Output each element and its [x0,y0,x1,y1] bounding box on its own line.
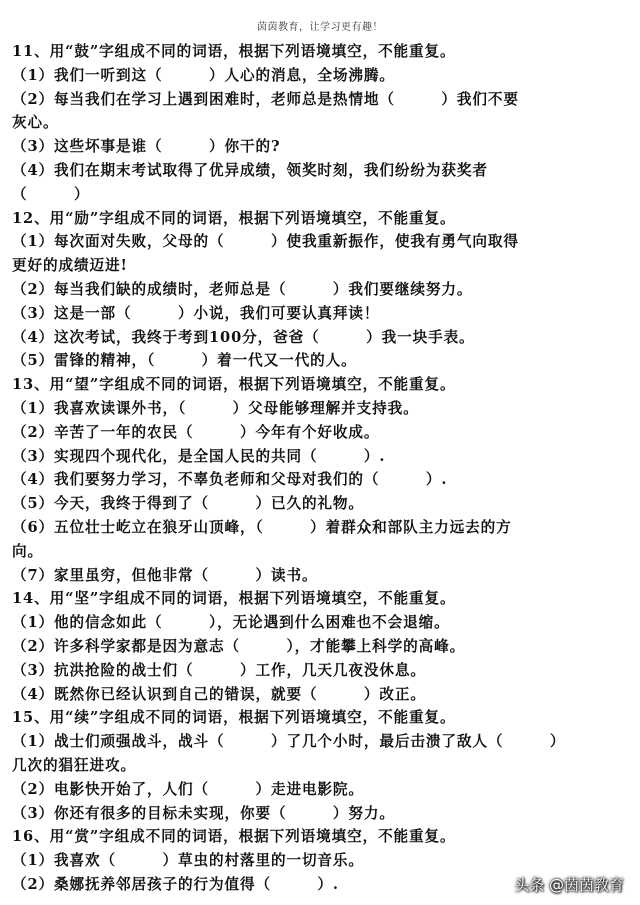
worksheet-line: （2）桑娜抚养邻居孩子的行为值得（ ）. [12,875,339,893]
worksheet-line: 更好的成绩迈进! [12,257,128,275]
worksheet-line: （5）雷锋的精神，（ ）着一代又一代的人。 [12,352,357,370]
worksheet-line: （3）你还有很多的目标未实现，你要（ ）努力。 [12,804,395,822]
worksheet-line: （1）战士们顽强战斗，战斗（ ）了几个小时，最后击溃了敌人（ ） [12,733,566,751]
worksheet-line: 13、用“望”字组成不同的词语，根据下列语境填空，不能重复。 [12,376,456,394]
worksheet-line: （2）电影快开始了，人们（ ）走进电影院。 [12,780,364,798]
worksheet-line: （1）我喜欢读课外书，（ ）父母能够理解并支持我。 [12,399,419,417]
worksheet-line: （2）每当我们在学习上遇到困难时，老师总是热情地（ ）我们不要 [12,90,519,108]
worksheet-line: （1）我们一听到这（ ）人心的消息，全场沸腾。 [12,66,395,84]
worksheet-line: 11、用“鼓”字组成不同的词语，根据下列语境填空，不能重复。 [12,43,456,60]
worksheet-line: 12、用“励”字组成不同的词语，根据下列语境填空，不能重复。 [12,209,456,227]
worksheet-body [12,40,632,897]
watermark: 头条 @茵茵教育 [514,876,624,894]
worksheet-line: （2）每当我们缺的成绩时，老师总是（ ）我们要继续努力。 [12,280,473,298]
worksheet-line: 灰心。 [12,114,59,132]
worksheet-line: （3）这些坏事是谁（ ）你干的? [12,138,281,156]
worksheet-line: （2）辛苦了一年的农民（ ）今年有个好收成。 [12,423,380,441]
worksheet-line: （4）既然你已经认识到自己的错误，就要（ ）改正。 [12,685,426,703]
worksheet-line: （1）他的信念如此（ ），无论遇到什么困难也不会退缩。 [12,614,450,632]
worksheet-line: （7）家里虽穷，但他非常（ ）读书。 [12,566,318,584]
worksheet-line: （3）实现四个现代化，是全国人民的共同（ ）. [12,447,386,465]
worksheet-line: （4）这次考试，我终于考到100分，爸爸（ ）我一块手表。 [12,328,475,346]
worksheet-line: （4）我们要努力学习，不辜负老师和父母对我们的（ ）. [12,471,448,489]
worksheet-line: （6）五位壮士屹立在狼牙山顶峰，（ ）着群众和部队主力远去的方 [12,518,512,536]
worksheet-line: （3）这是一部（ ）小说，我们可要认真拜读！ [12,304,380,322]
worksheet-line: （ ） [12,185,90,203]
worksheet-line: 15、用“续”字组成不同的词语，根据下列语境填空，不能重复。 [12,709,456,727]
worksheet-line: 14、用“坚”字组成不同的词语，根据下列语境填空，不能重复。 [12,590,456,608]
worksheet-line: 16、用“赏”字组成不同的词语，根据下列语境填空，不能重复。 [12,828,456,846]
worksheet-line: （1）每次面对失败，父母的（ ）使我重新振作，使我有勇气向取得 [12,233,519,251]
worksheet-line: （3）抗洪抢险的战士们（ ）工作，几天几夜没休息。 [12,661,426,679]
worksheet-line: 向。 [12,542,43,560]
worksheet-line: （1）我喜欢（ ）草虫的村落里的一切音乐。 [12,852,364,870]
worksheet-line: （5）今天，我终于得到了（ ）已久的礼物。 [12,495,364,513]
worksheet-line: 几次的猖狂进攻。 [12,756,136,774]
worksheet-line: （2）许多科学家都是因为意志（ ），才能攀上科学的高峰。 [12,637,466,655]
page-header: 茵茵教育，让学习更有趣！ [257,22,383,33]
worksheet-line: （4）我们在期末考试取得了优异成绩，领奖时刻，我们纷纷为获奖者 [12,161,488,179]
